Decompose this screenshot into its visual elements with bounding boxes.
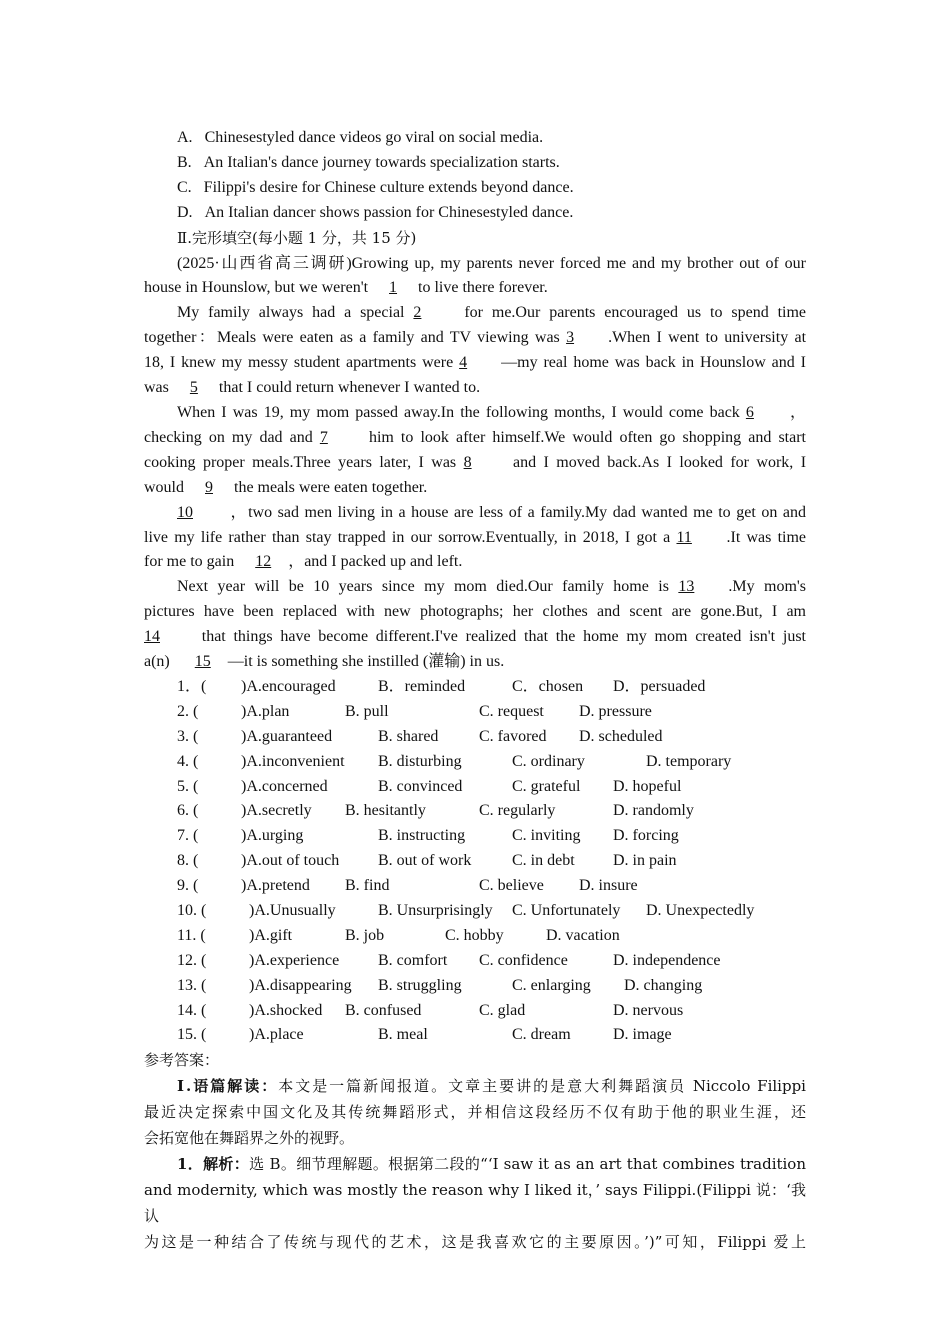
passage-line: was 5 that I could return whenever I wanted to. bbox=[144, 376, 806, 401]
passage-line: 14 that things have become different.I've realized that the home my mom created isn't just bbox=[144, 625, 806, 650]
answer-line: 会拓宽他在舞蹈界之外的视野。 bbox=[144, 1129, 355, 1148]
question-row: 9. ( )A.pretend B. find C. believe D. insure bbox=[177, 877, 638, 895]
blank-9: 9 bbox=[205, 478, 213, 496]
passage-line: for me to gain 12 ，and I packed up and left. bbox=[144, 550, 806, 575]
passage-line: pictures have been replaced with new photographs; her clothes and scent are gone.But, I am bbox=[144, 603, 806, 621]
blank-8: 8 bbox=[463, 453, 472, 471]
blank-13: 13 bbox=[678, 578, 695, 596]
blank-4: 4 bbox=[459, 354, 468, 372]
question-row: 3. ( )A.guaranteed B. shared C. favored D. scheduled bbox=[177, 727, 663, 745]
blank-11: 11 bbox=[676, 528, 692, 546]
answers-heading: 参考答案： bbox=[144, 1051, 220, 1070]
question-row: 8. ( )A.out of touch B. out of work C. in debt D. in pain bbox=[177, 852, 677, 870]
question-row: 5. ( )A.concerned B. convinced C. grateful D. hopeful bbox=[177, 777, 682, 795]
passage-line: 18, I knew my messy student apartments were 4 —my real home was back in Hounslow and I bbox=[144, 351, 806, 376]
section-title: Ⅱ.完形填空(每小题 1 分，共 15 分) bbox=[177, 228, 417, 247]
passage-line: (2025·山西省高三调研)Growing up, my parents never forced me and my brother out of our bbox=[177, 254, 806, 272]
question-row: 4. ( )A.inconvenient B. disturbing C. ordinary D. temporary bbox=[177, 752, 732, 770]
question-row: 2. ( )A.plan B. pull C. request D. pressure bbox=[177, 702, 652, 720]
answer-line: 最近决定探索中国文化及其传统舞蹈形式，并相信这段经历不仅有助于他的职业生涯，还 bbox=[144, 1103, 806, 1122]
question-row: 11. ( )A.gift B. job C. hobby D. vacation bbox=[177, 926, 620, 944]
question-row: 1．( )A.encouraged B．reminded C．chosen D．persuaded bbox=[177, 677, 706, 695]
answer-line: and modernity, which was mostly the reason why I liked it，’ says Filippi.(Filippi 说：‘我认 bbox=[144, 1180, 806, 1225]
passage-line: My family always had a special 2 for me.Our parents encouraged us to spend time bbox=[144, 301, 806, 326]
passage-line: would 9 the meals were eaten together. bbox=[144, 476, 806, 501]
blank-12: 12 bbox=[255, 553, 272, 571]
document-page bbox=[144, 126, 806, 1256]
passage-line: When I was 19, my mom passed away.In the following months, I would come back 6 ， bbox=[144, 401, 806, 426]
blank-7: 7 bbox=[319, 428, 328, 446]
question-row: 15. ( )A.place B. meal C. dream D. image bbox=[177, 1026, 672, 1044]
question-list bbox=[144, 675, 806, 1048]
answer-line: Ⅰ.语篇解读：本文是一篇新闻报道。文章主要讲的是意大利舞蹈演员 Niccolo Filippi bbox=[177, 1077, 806, 1096]
passage-line: house in Hounslow, but we weren't 1 to live there forever. bbox=[144, 276, 806, 301]
passage-line: live my life rather than stay trapped in our sorrow.Eventually, in 2018, I got a 11 .It was time bbox=[144, 526, 806, 551]
blank-1: 1 bbox=[389, 279, 398, 297]
question-row: 12. ( )A.experience B. comfort C. confidence D. independence bbox=[177, 951, 721, 969]
blank-10: 10 bbox=[177, 503, 193, 521]
answer-line: 为这是一种结合了传统与现代的艺术，这是我喜欢它的主要原因。’)”可知，Filippi 爱上 bbox=[144, 1232, 806, 1251]
question-row: 6. ( )A.secretly B. hesitantly C. regularly D. randomly bbox=[177, 802, 694, 820]
passage-line: Next year will be 10 years since my mom died.Our family home is 13 .My mom's bbox=[144, 575, 806, 600]
question-row: 14. ( )A.shocked B. confused C. glad D. nervous bbox=[177, 1001, 684, 1019]
blank-2: 2 bbox=[413, 304, 422, 322]
option-d: D. An Italian dancer shows passion for Chinesestyled dance. bbox=[177, 203, 574, 221]
answer-line: 1．解析：选 B。细节理解题。根据第二段的“‘I saw it as an art that combines tradition bbox=[177, 1154, 807, 1173]
passage-line: a(n) 15 —it is something she instilled (灌输) in us. bbox=[144, 650, 806, 675]
question-row: 10. ( )A.Unusually B. Unsurprisingly C. Unfortunately D. Unexpectedly bbox=[177, 901, 755, 919]
blank-6: 6 bbox=[745, 403, 754, 421]
question-row: 13. ( )A.disappearing B. struggling C. enlarging D. changing bbox=[177, 976, 703, 994]
option-c: C. Filippi's desire for Chinese culture extends beyond dance. bbox=[177, 178, 574, 196]
question-row: 7. ( )A.urging B. instructing C. inviting D. forcing bbox=[177, 827, 679, 845]
passage-line: cooking proper meals.Three years later, I was 8 and I moved back.As I looked for work, I bbox=[144, 451, 806, 476]
blank-15: 15 bbox=[194, 653, 211, 671]
blank-5: 5 bbox=[189, 379, 198, 397]
option-b: B. An Italian's dance journey towards specialization starts. bbox=[177, 153, 560, 171]
blank-3: 3 bbox=[566, 329, 575, 347]
passage-line: together：Meals were eaten as a family and TV viewing was 3 .When I went to university at bbox=[144, 326, 806, 351]
option-a: A. Chinesestyled dance videos go viral on social media. bbox=[177, 129, 544, 146]
passage-line: 10 ，two sad men living in a house are less of a family.My dad wanted me to get on and bbox=[144, 501, 806, 526]
passage-line: checking on my dad and 7 him to look after himself.We would often go shopping and start bbox=[144, 426, 806, 451]
blank-14: 14 bbox=[144, 628, 160, 646]
